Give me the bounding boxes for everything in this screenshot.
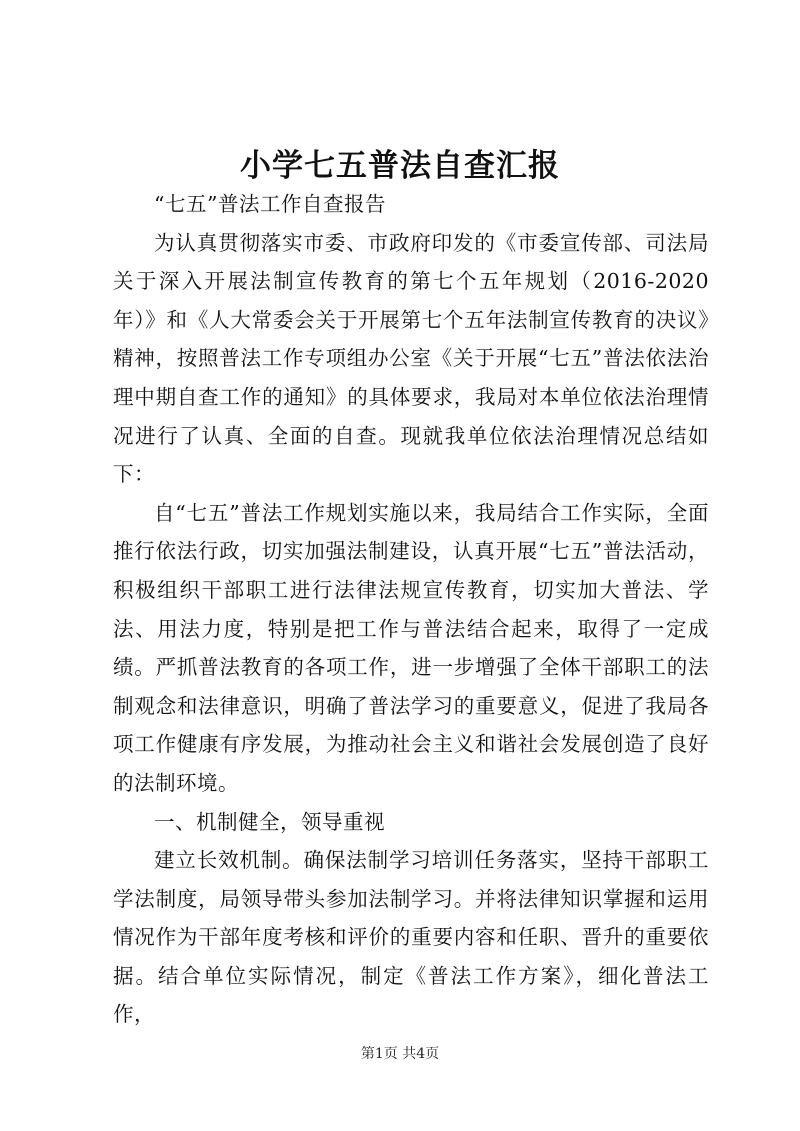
paragraph-mechanism: 建立长效机制。确保法制学习培训任务落实，坚持干部职工学法制度，局领导带头参加法制学习。并将法律知识掌握和运用情况作为干部年度考核和评价的重要内容和任职、晋升的重要依据。结合单位实际情况，制定《普法工作方案》，细化普法工作， bbox=[113, 848, 709, 1027]
document-title: 小学七五普法自查汇报 bbox=[240, 148, 560, 184]
section-heading-1: 一、机制健全，领导重视 bbox=[154, 809, 385, 834]
document-body bbox=[113, 185, 709, 1034]
paragraph-summary: 自“七五”普法工作规划实施以来，我局结合工作实际，全面推行依法行政，切实加强法制建设，认真开展“七五”普法活动，积极组织干部职工进行法律法规宣传教育，切实加大普法、学法、用法力度，特别是把工作与普法结合起来，取得了一定成绩。严抓普法教育的各项工作，进一步增强了全体干部职工的法制观念和法律意识，明确了普法学习的重要意义，促进了我局各项工作健康有序发展，为推动社会主义和谐社会发展创造了良好的法制环境。 bbox=[113, 500, 709, 795]
paragraph-subtitle: “七五”普法工作自查报告 bbox=[154, 192, 386, 216]
page-footer: 第1页 共4页 bbox=[360, 1046, 440, 1062]
paragraph-intro: 为认真贯彻落实市委、市政府印发的《市委宣传部、司法局关于深入开展法制宣传教育的第七个五年规划（2016-2020年）》和《人大常委会关于开展第七个五年法制宣传教育的决议》精神，按照普法工作专项组办公室《关于开展“七五”普法依法治理中期自查工作的通知》的具体要求，我局对本单位依法治理情况进行了认真、全面的自查。现就我单位依法治理情况总结如下： bbox=[113, 230, 709, 487]
